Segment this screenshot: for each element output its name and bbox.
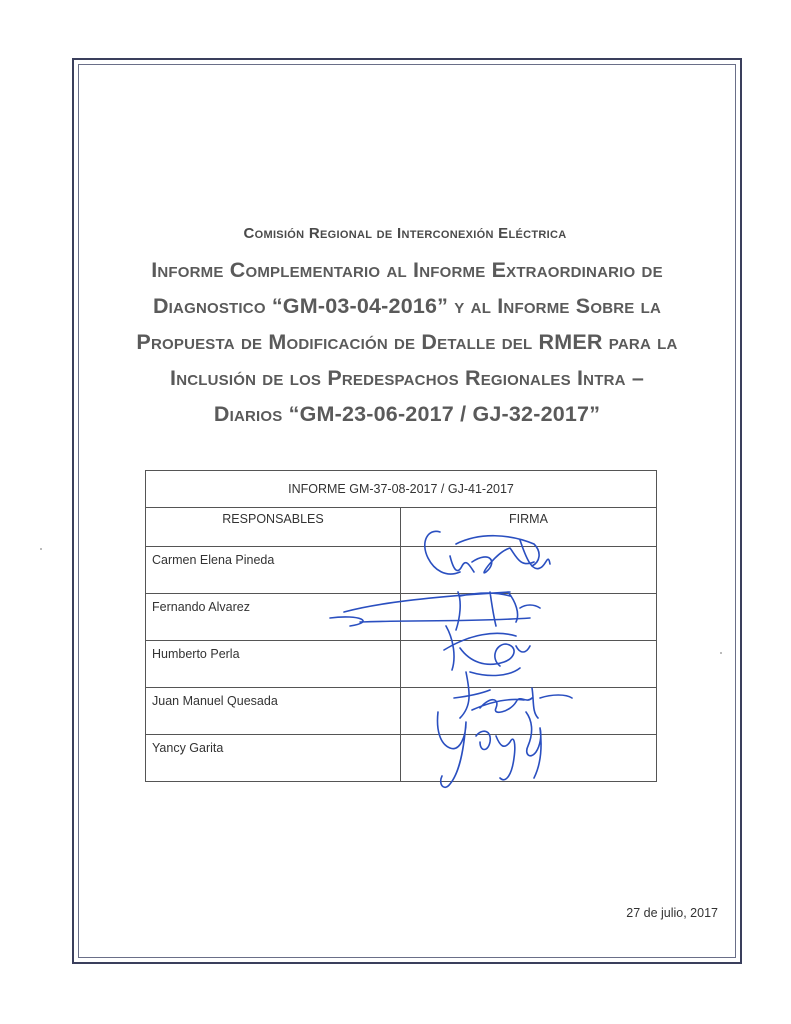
table-row — [146, 641, 657, 688]
scan-speck — [40, 548, 42, 550]
signature-cell — [401, 735, 657, 782]
responsible-name: Fernando Alvarez — [146, 594, 401, 641]
document-title — [80, 252, 734, 432]
title-line: Informe Complementario al Informe Extraordinario de — [151, 258, 663, 282]
title-line: Propuesta de Modificación de Detalle del RMER para la — [136, 330, 678, 354]
report-id-cell: INFORME GM-37-08-2017 / GJ-41-2017 — [146, 471, 657, 508]
scan-speck — [720, 652, 722, 654]
column-header-responsables: RESPONSABLES — [146, 508, 401, 547]
table-row — [146, 547, 657, 594]
organization-name: Comisión Regional de Interconexión Eléctrica — [243, 225, 567, 242]
signature-cell — [401, 688, 657, 735]
responsible-name: Yancy Garita — [146, 735, 401, 782]
title-line: Diarios “GM-23-06-2017 / GJ-32-2017” — [213, 402, 601, 426]
signature-cell — [401, 641, 657, 688]
document-date: 27 de julio, 2017 — [626, 906, 718, 920]
signature-cell — [401, 594, 657, 641]
signature-cell — [401, 547, 657, 594]
table-row — [146, 735, 657, 782]
title-line: Inclusión de los Predespachos Regionales Intra – — [170, 366, 644, 390]
column-header-firma: FIRMA — [401, 508, 657, 547]
table-row — [146, 688, 657, 735]
table-row — [146, 594, 657, 641]
responsible-name: Juan Manuel Quesada — [146, 688, 401, 735]
responsible-name: Humberto Perla — [146, 641, 401, 688]
title-line: Diagnostico “GM-03-04-2016” y al Informe Sobre la — [152, 294, 662, 318]
responsible-name: Carmen Elena Pineda — [146, 547, 401, 594]
signatures-table — [145, 470, 657, 782]
